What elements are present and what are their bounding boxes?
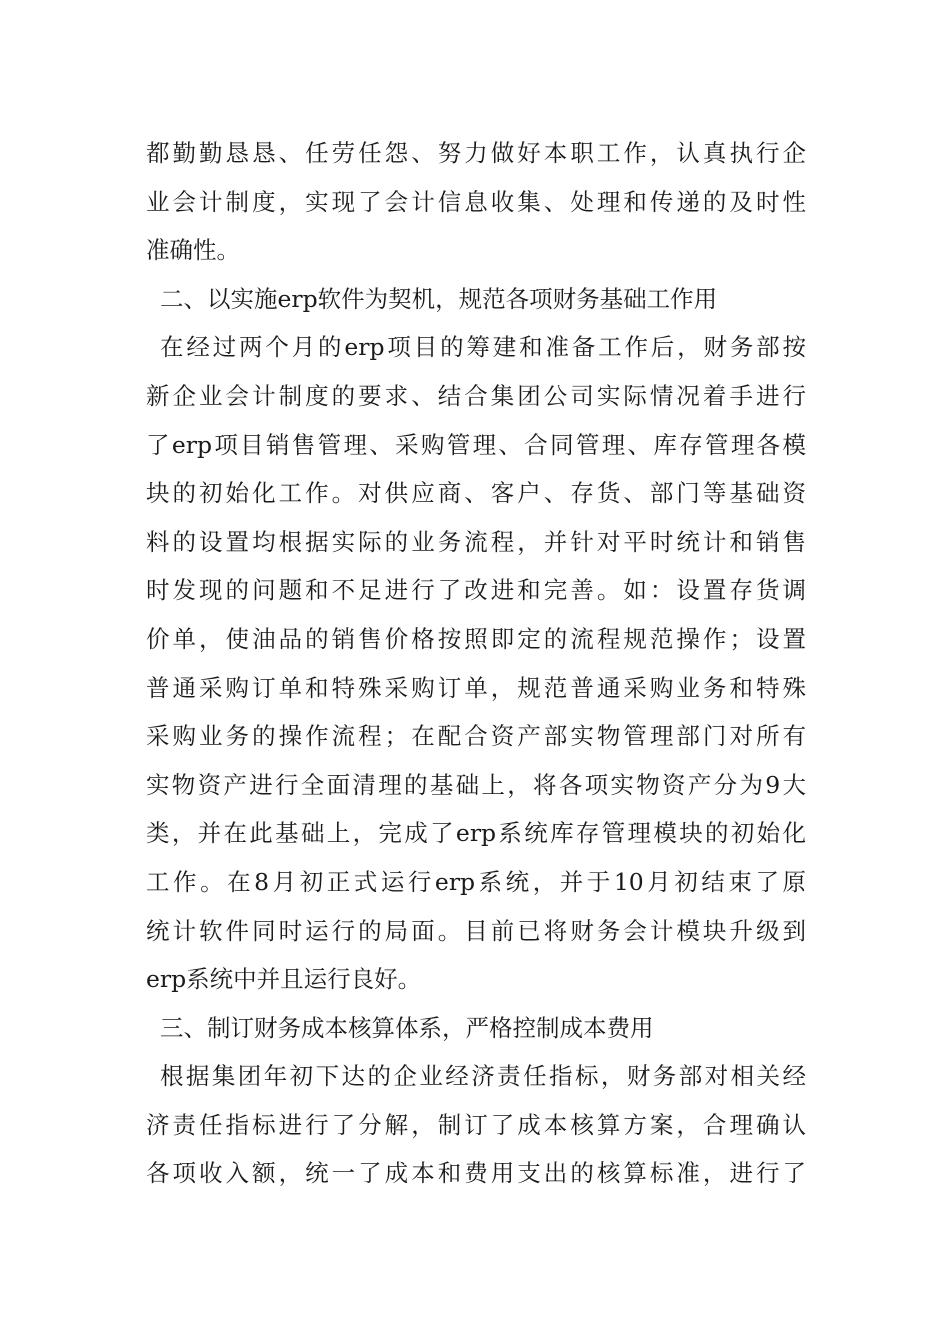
- text-line: 采购业务的操作流程；在配合资产部实物管理部门对所有: [146, 722, 806, 751]
- text-line: 济责任指标进行了分解，制订了成本核算方案，合理确认: [146, 1110, 806, 1139]
- text-line: 价单，使油品的销售价格按照即定的流程规范操作；设置: [146, 624, 806, 653]
- text-line: 实物资产进行全面清理的基础上，将各项实物资产分为9大: [146, 770, 806, 799]
- text-line: 料的设置均根据实际的业务流程，并针对平时统计和销售: [146, 527, 806, 556]
- text-line: 了erp项目销售管理、采购管理、合同管理、库存管理各模: [146, 430, 806, 459]
- text-line: 新企业会计制度的要求、结合集团公司实际情况着手进行: [146, 381, 806, 410]
- text-line: 根据集团年初下达的企业经济责任指标，财务部对相关经: [160, 1062, 806, 1091]
- text-line: 普通采购订单和特殊采购订单，规范普通采购业务和特殊: [146, 673, 806, 702]
- text-line: 二、以实施erp软件为契机，规范各项财务基础工作用: [160, 284, 718, 313]
- text-line: erp系统中并且运行良好。: [146, 965, 422, 994]
- text-line: 各项收入额，统一了成本和费用支出的核算标准，进行了: [146, 1159, 806, 1188]
- text-line: 时发现的问题和不足进行了改进和完善。如：设置存货调: [146, 576, 806, 605]
- text-line: 业会计制度，实现了会计信息收集、处理和传递的及时性: [146, 187, 806, 216]
- text-line: 块的初始化工作。对供应商、客户、存货、部门等基础资: [146, 479, 806, 508]
- body-text: [146, 129, 806, 1198]
- text-line: 统计软件同时运行的局面。目前已将财务会计模块升级到: [146, 916, 806, 945]
- text-line: 类，并在此基础上，完成了erp系统库存管理模块的初始化: [146, 819, 806, 848]
- text-line: 都勤勤恳恳、任劳任怨、努力做好本职工作，认真执行企: [146, 139, 806, 167]
- text-line: 准确性。: [146, 236, 240, 265]
- text-line: 工作。在8月初正式运行erp系统，并于10月初结束了原: [146, 867, 806, 896]
- text-line: 三、制订财务成本核算体系，严格控制成本费用: [160, 1013, 654, 1042]
- text-line: 在经过两个月的erp项目的筹建和准备工作后，财务部按: [160, 333, 806, 362]
